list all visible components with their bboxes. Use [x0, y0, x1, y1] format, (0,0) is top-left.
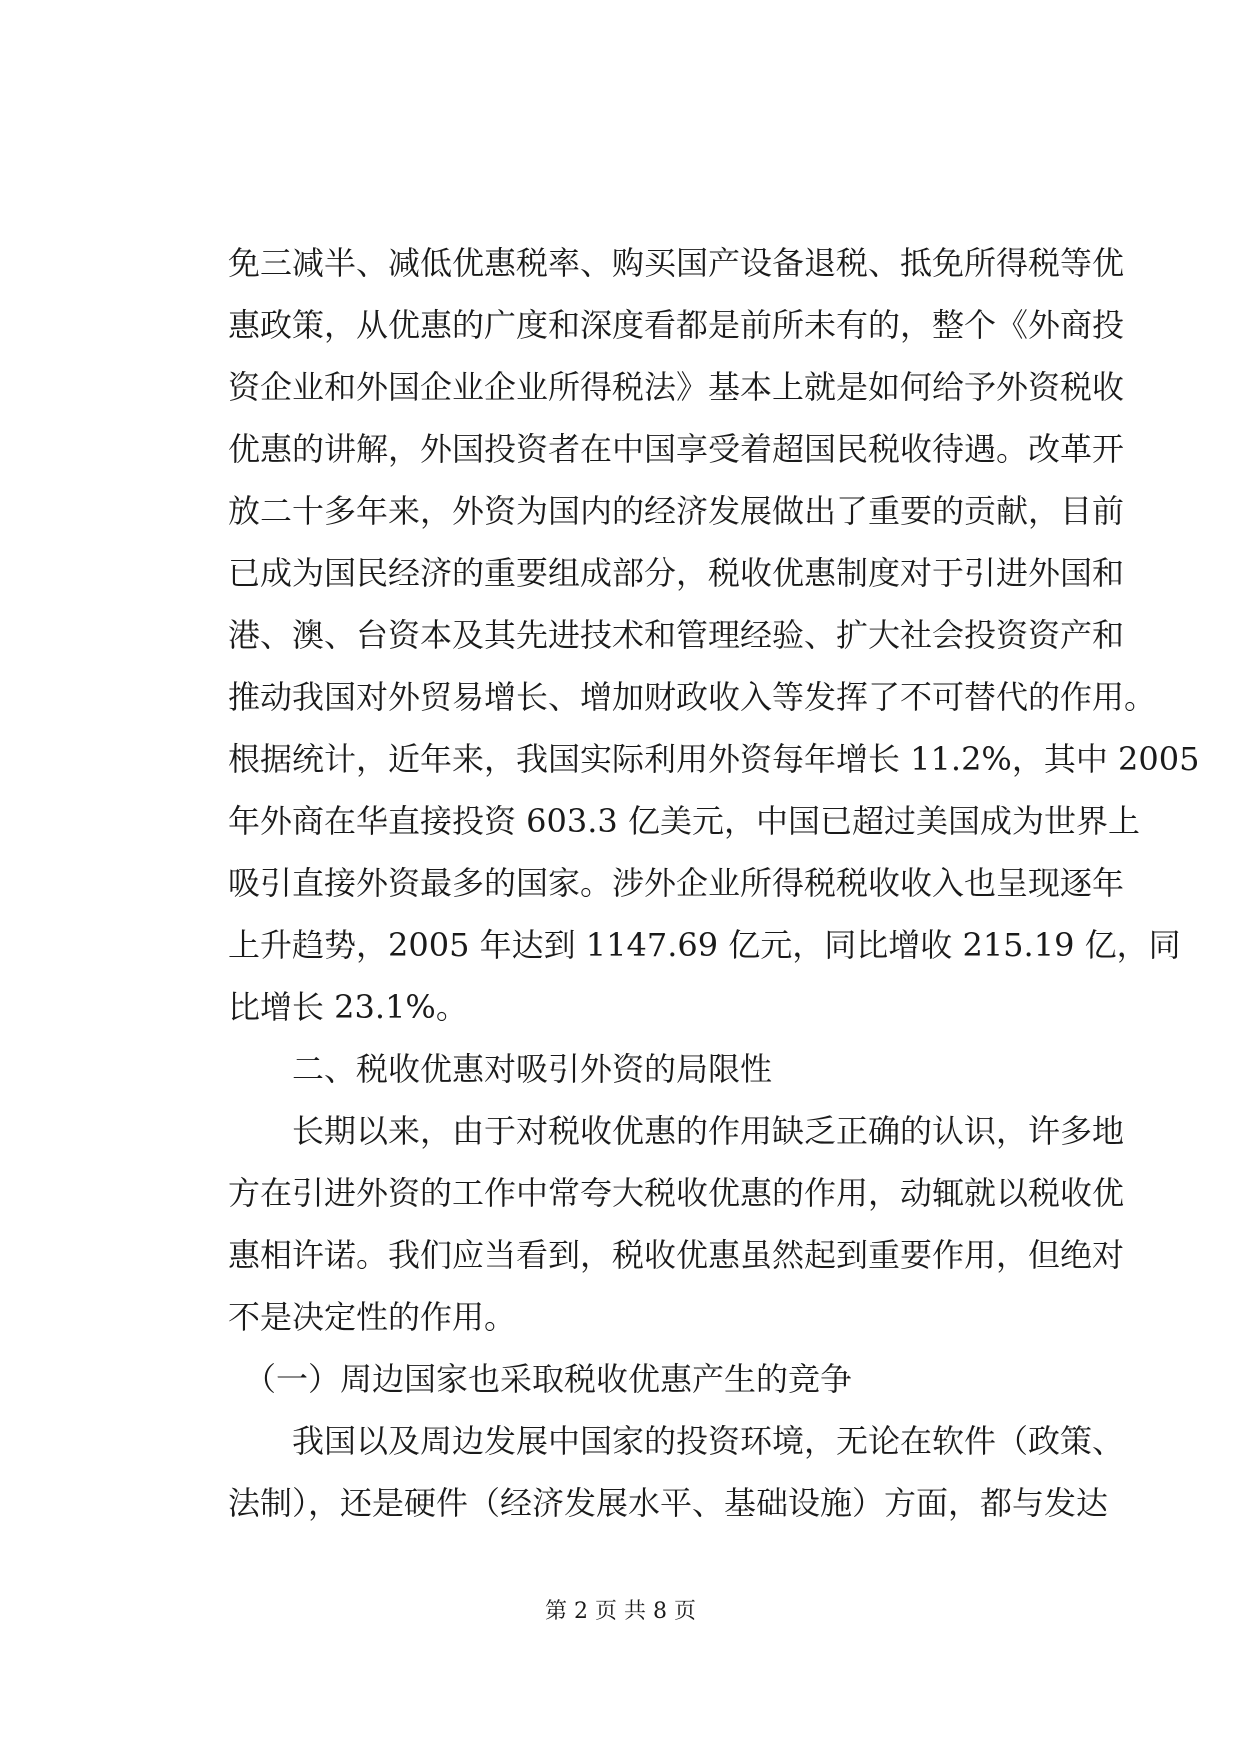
- text-line: 方在引进外资的工作中常夸大税收优惠的作用，动辄就以税收优: [228, 1174, 1125, 1212]
- text-line: 惠相许诺。我们应当看到，税收优惠虽然起到重要作用，但绝对: [228, 1236, 1125, 1274]
- section-heading: 二、税收优惠对吸引外资的局限性: [292, 1050, 773, 1088]
- text-line: 港、澳、台资本及其先进技术和管理经验、扩大社会投资资产和: [228, 616, 1125, 654]
- text-line: 法制），还是硬件（经济发展水平、基础设施）方面，都与发达: [228, 1484, 1109, 1522]
- text-line: 放二十多年来，外资为国内的经济发展做出了重要的贡献，目前: [228, 492, 1125, 530]
- text-line: 比增长 23.1%。: [228, 988, 468, 1026]
- text-line: 已成为国民经济的重要组成部分，税收优惠制度对于引进外国和: [228, 554, 1125, 592]
- subsection-heading: （一）周边国家也采取税收优惠产生的竞争: [244, 1360, 853, 1398]
- text-line: 我国以及周边发展中国家的投资环境，无论在软件（政策、: [292, 1422, 1125, 1460]
- text-line: 惠政策，从优惠的广度和深度看都是前所未有的，整个《外商投: [228, 306, 1125, 344]
- page-footer: 第 2 页 共 8 页: [545, 1599, 696, 1624]
- text-line: 长期以来，由于对税收优惠的作用缺乏正确的认识，许多地: [292, 1112, 1125, 1150]
- text-line: 根据统计，近年来，我国实际利用外资每年增长 11.2%，其中 2005: [228, 740, 1200, 778]
- text-line: 资企业和外国企业企业所得税法》基本上就是如何给予外资税收: [228, 368, 1125, 406]
- text-line: 免三减半、减低优惠税率、购买国产设备退税、抵免所得税等优: [228, 244, 1125, 282]
- text-line: 吸引直接外资最多的国家。涉外企业所得税税收收入也呈现逐年: [228, 864, 1125, 902]
- text-line: 优惠的讲解，外国投资者在中国享受着超国民税收待遇。改革开: [228, 430, 1125, 468]
- text-line: 推动我国对外贸易增长、增加财政收入等发挥了不可替代的作用。: [228, 678, 1157, 716]
- text-line: 上升趋势，2005 年达到 1147.69 亿元，同比增收 215.19 亿，同: [228, 926, 1181, 964]
- text-line: 年外商在华直接投资 603.3 亿美元，中国已超过美国成为世界上: [228, 802, 1140, 840]
- text-line: 不是决定性的作用。: [228, 1298, 517, 1336]
